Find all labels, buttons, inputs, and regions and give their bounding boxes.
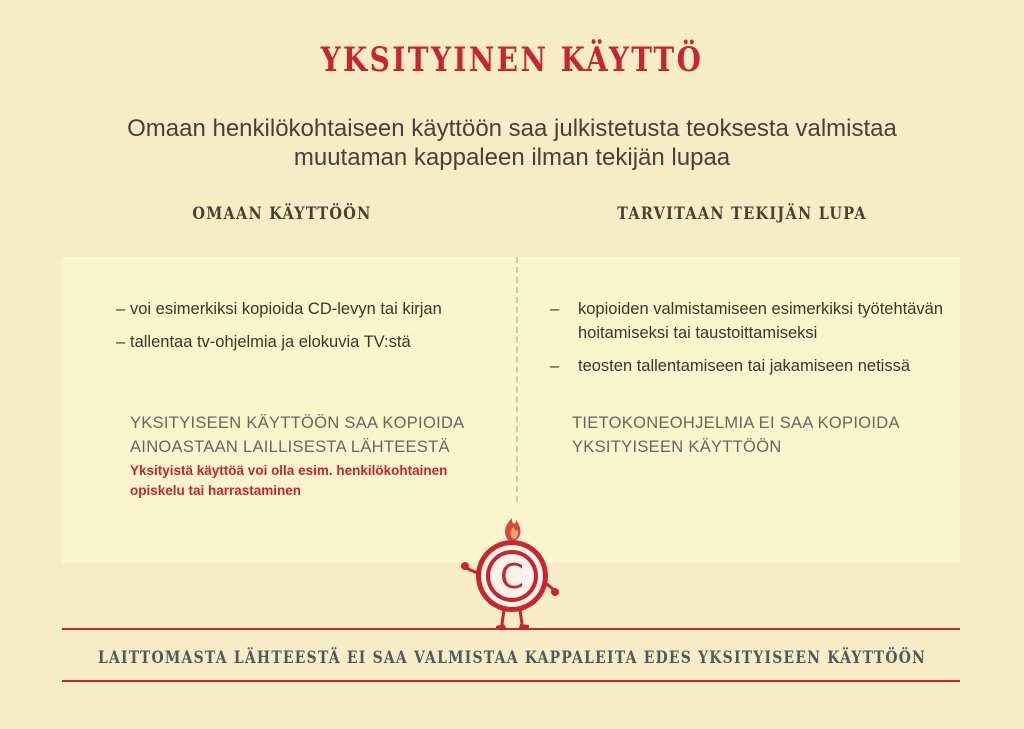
list-item: – teosten tallentamiseen tai jakamiseen netissä <box>550 357 911 375</box>
right-caps-statement: TIETOKONEOHJELMIA EI SAA KOPIOIDA YKSITYISEEN KÄYTTÖÖN <box>572 414 900 456</box>
list-item: – tallentaa tv-ohjelmia ja elokuvia TV:stä <box>116 333 411 351</box>
subtitle-line-2: muutaman kappaleen ilman tekijän lupaa <box>293 144 731 171</box>
subtitle-line-1: Omaan henkilökohtaiseen käyttöön saa julkistetusta teoksesta valmistaa <box>127 115 897 142</box>
footer-rule-top <box>62 628 960 630</box>
column-divider <box>516 257 518 502</box>
list-item: – kopioiden valmistamiseen esimerkiksi työtehtävän hoitamiseksi tai taustoittamiseksi <box>550 300 943 342</box>
copyright-mascot-icon <box>456 510 568 632</box>
right-column-heading: TARVITAAN TEKIJÄN LUPA <box>617 204 867 224</box>
footer-rule-bottom <box>62 680 960 682</box>
left-list <box>116 297 506 363</box>
subtitle <box>100 114 924 172</box>
page-title: YKSITYINEN KÄYTTÖ <box>320 40 704 80</box>
list-item: – voi esimerkiksi kopioida CD-levyn tai kirjan <box>116 300 442 318</box>
left-caps-statement: YKSITYISEEN KÄYTTÖÖN SAA KOPIOIDA AINOASTAAN LAILLISESTA LÄHTEESTÄ <box>130 414 465 456</box>
left-note: Yksityistä käyttöä voi olla esim. henkilökohtainen opiskelu tai harrastaminen <box>130 463 448 498</box>
left-column-heading: OMAAN KÄYTTÖÖN <box>192 204 372 224</box>
svg-text:C: C <box>500 557 524 597</box>
right-list <box>550 297 954 387</box>
footer-statement: LAITTOMASTA LÄHTEESTÄ EI SAA VALMISTAA KAPPALEITA EDES YKSITYISEEN KÄYTTÖÖN <box>97 648 927 668</box>
